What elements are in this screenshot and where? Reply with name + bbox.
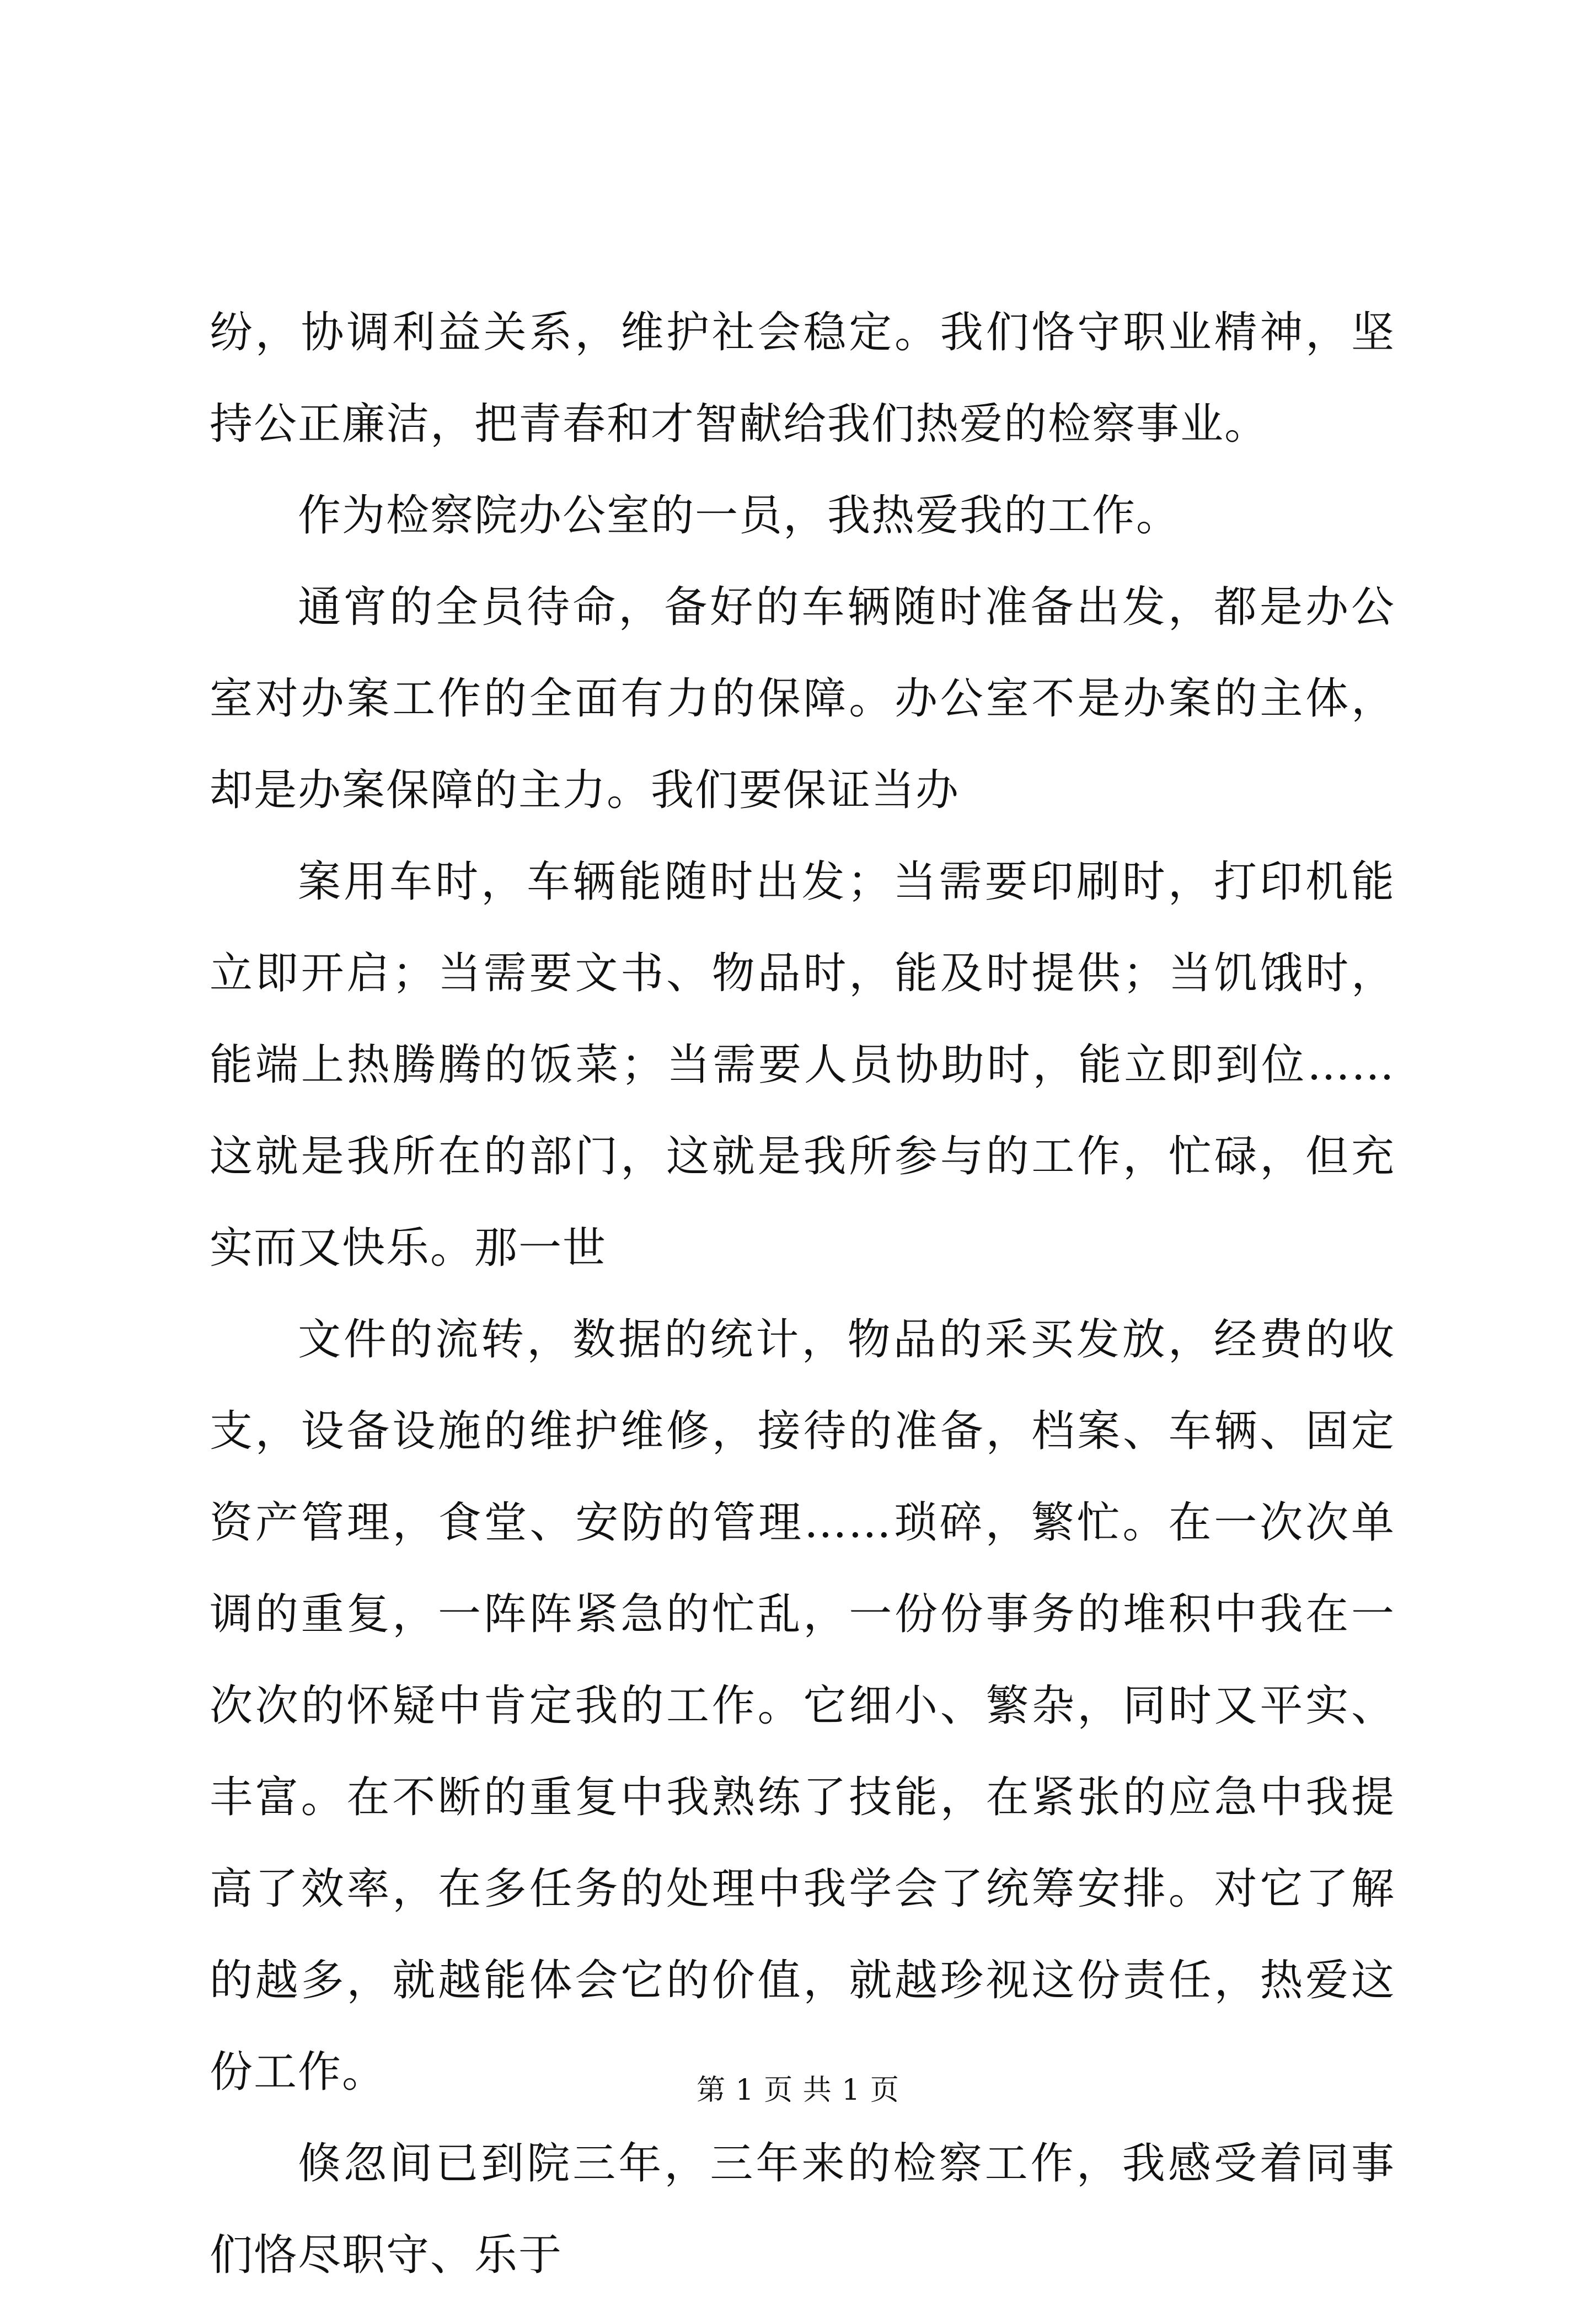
- document-body: [210, 287, 1395, 2301]
- paragraph-2: 作为检察院办公室的一员，我热爱我的工作。: [298, 491, 1181, 541]
- paragraph-1: 纷，协调利益关系，维护社会稳定。我们恪守职业精神，坚持公正廉洁，把青春和才智献给我们热爱的检察事业。: [210, 308, 1395, 449]
- paragraph-3: 通宵的全员待命，备好的车辆随时准备出发，都是办公室对办案工作的全面有力的保障。办公室不是办案的主体，却是办案保障的主力。我们要保证当办: [210, 582, 1395, 815]
- paragraph-5: 文件的流转，数据的统计，物品的采买发放，经费的收支，设备设施的维护维修，接待的准备，档案、车辆、固定资产管理，食堂、安防的管理……琐碎，繁忙。在一次次单调的重复，一阵阵紧急的忙乱，一份份事务的堆积中我在一次次的怀疑中肯定我的工作。它细小、繁杂，同时又平实、丰富。在不断的重复中我熟练了技能，在紧张的应急中我提高了效率，在多任务的处理中我学会了统筹安排。对它了解的越多，就越能体会它的价值，就越珍视这份责任，热爱这份工作。: [210, 1315, 1395, 2097]
- page-footer: 第 1 页 共 1 页: [697, 2074, 899, 2107]
- paragraph-4: 案用车时，车辆能随时出发；当需要印刷时，打印机能立即开启；当需要文书、物品时，能及时提供；当饥饿时，能端上热腾腾的饭菜；当需要人员协助时，能立即到位……这就是我所在的部门，这就是我所参与的工作，忙碌，但充实而又快乐。那一世: [210, 857, 1395, 1273]
- paragraph-6: 倏忽间已到院三年，三年来的检察工作，我感受着同事们恪尽职守、乐于: [210, 2139, 1395, 2280]
